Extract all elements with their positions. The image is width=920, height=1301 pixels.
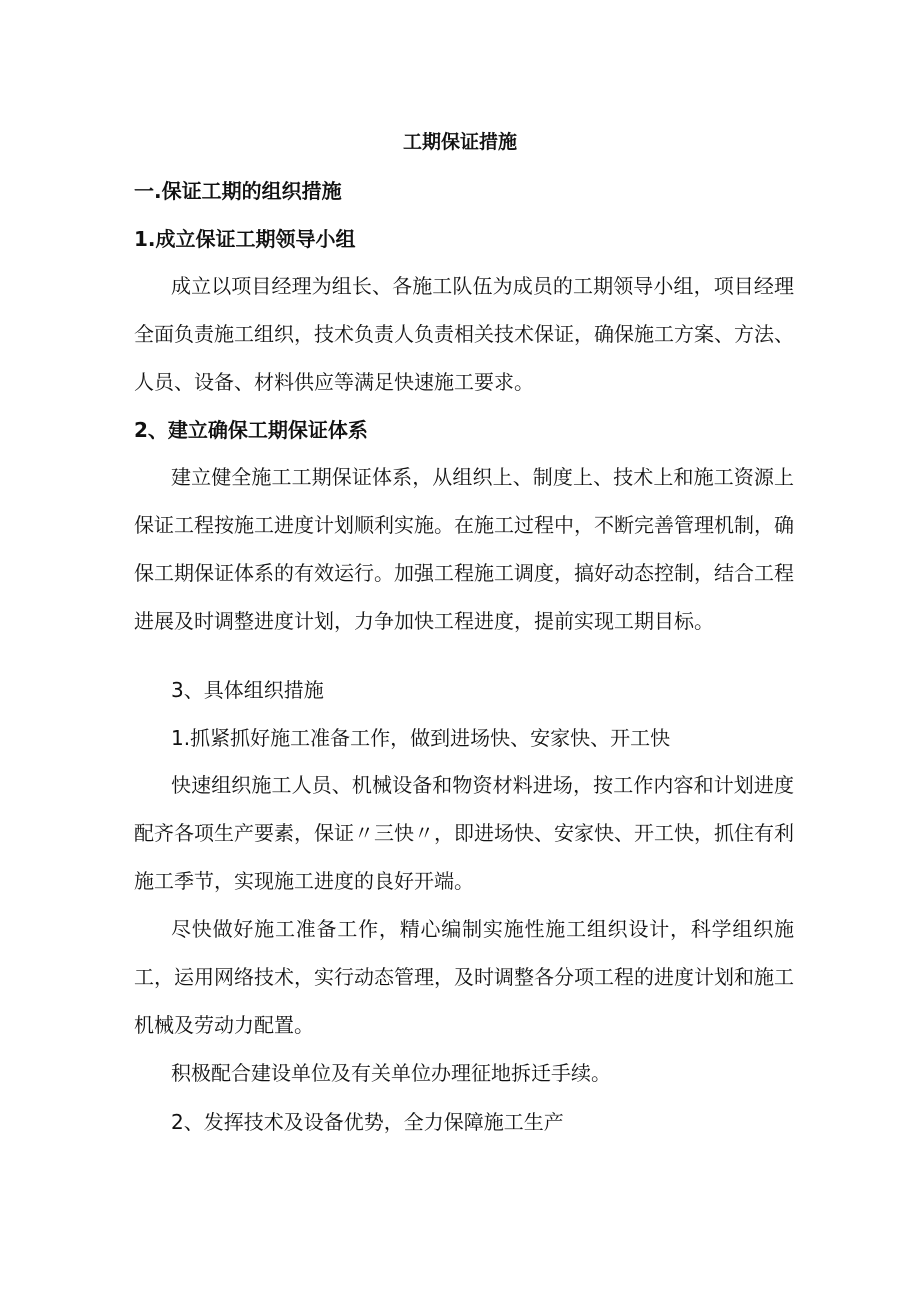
paragraph-construction-organization: 尽快做好施工准备工作，精心编制实施性施工组织设计，科学组织施工，运用网络技术，实行动态管理，及时调整各分项工程的进度计划和施工机械及劳动力配置。 (134, 917, 794, 1037)
subsection-heading-specific-measures: 3、具体组织措施 (171, 678, 324, 702)
document-title: 工期保证措施 (402, 131, 517, 153)
subsection-heading-leadership-group: 1.成立保证工期领导小组 (134, 227, 356, 251)
item-heading-technology-equipment: 2、发挥技术及设备优势，全力保障施工生产 (171, 1110, 564, 1134)
paragraph-quick-mobilization: 快速组织施工人员、机械设备和物资材料进场，按工作内容和计划进度配齐各项生产要素，保证〃三快〃，即进场快、安家快、开工快，抓住有利施工季节，实现施工进度的良好开端。 (134, 773, 794, 893)
paragraph-guarantee-system: 建立健全施工工期保证体系，从组织上、制度上、技术上和施工资源上保证工程按施工进度计划顺利实施。在施工过程中，不断完善管理机制，确保工期保证体系的有效运行。加强工程施工调度，搞好动态控制，结合工程进展及时调整进度计划，力争加快工程进度，提前实现工期目标。 (134, 465, 794, 633)
paragraph-land-acquisition: 积极配合建设单位及有关单位办理征地拆迁手续。 (171, 1061, 611, 1085)
item-heading-preparation: 1.抓紧抓好施工准备工作，做到进场快、安家快、开工快 (171, 726, 671, 750)
section-heading-organization: 一.保证工期的组织措施 (134, 179, 342, 203)
paragraph-leadership-group: 成立以项目经理为组长、各施工队伍为成员的工期领导小组，项目经理全面负责施工组织，技术负责人负责相关技术保证，确保施工方案、方法、人员、设备、材料供应等满足快速施工要求。 (134, 274, 794, 394)
subsection-heading-guarantee-system: 2、建立确保工期保证体系 (134, 418, 368, 442)
